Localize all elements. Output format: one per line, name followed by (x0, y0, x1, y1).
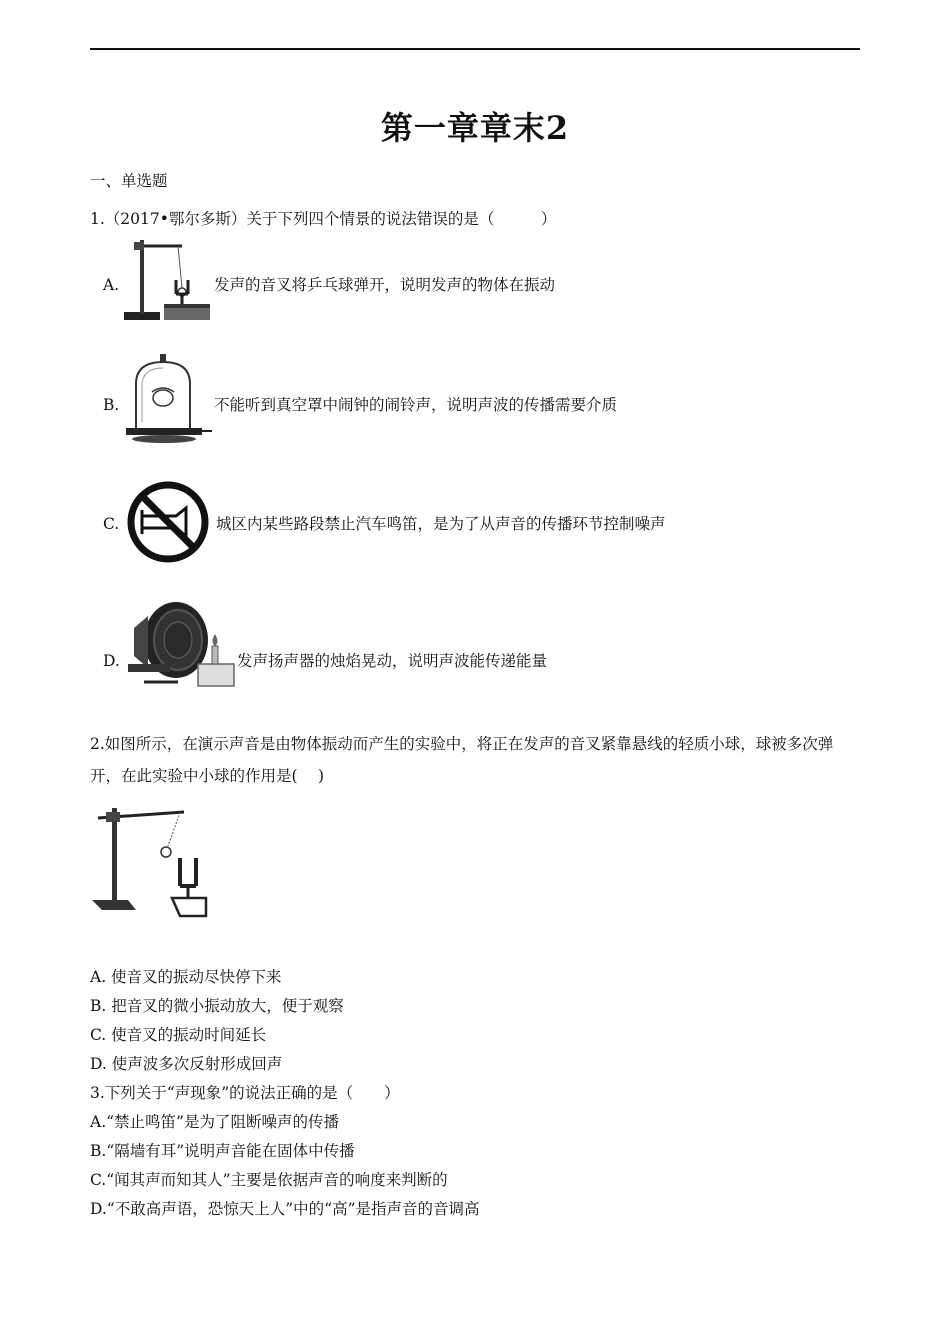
speaker-candle-figure (124, 598, 236, 690)
vacuum-bell-jar-figure (122, 352, 214, 444)
q2-option-a: A. 使音叉的振动尽快停下来 (90, 968, 282, 986)
tuning-fork-pingpong-figure (122, 236, 212, 322)
q1-option-b-letter: B. (103, 396, 120, 414)
q1-option-d-letter: D. (103, 652, 120, 670)
q1-option-c-text: 城区内某些路段禁止汽车鸣笛，是为了从声音的传播环节控制噪声 (216, 515, 666, 533)
q2-option-b: B. 把音叉的微小振动放大，便于观察 (90, 997, 344, 1015)
q1-option-b-text: 不能听到真空罩中闹钟的闹铃声，说明声波的传播需要介质 (214, 396, 618, 414)
q3-option-d: D.“不敢高声语，恐惊天上人”中的“高”是指声音的音调高 (90, 1200, 480, 1218)
q1-option-d-text: 发声扬声器的烛焰晃动，说明声波能传递能量 (237, 652, 548, 670)
q1-option-a-text: 发声的音叉将乒乓球弹开，说明发声的物体在振动 (214, 276, 556, 294)
question-2-stem: 2.如图所示，在演示声音是由物体振动而产生的实验中，将正在发声的音叉紧靠悬线的轻质小球，球被多次弹开，在此实验中小球的作用是( ) (90, 735, 834, 785)
q3-option-b: B.“隔墙有耳”说明声音能在固体中传播 (90, 1142, 355, 1160)
question-1-stem: 1.（2017•鄂尔多斯）关于下列四个情景的说法错误的是（ ） (90, 210, 557, 228)
q1-option-c-letter: C. (103, 515, 120, 533)
q1-option-a-letter: A. (103, 276, 120, 294)
question-3-stem: 3.下列关于“声现象”的说法正确的是（ ） (90, 1084, 400, 1102)
q3-option-c: C.“闻其声而知其人”主要是依据声音的响度来判断的 (90, 1171, 448, 1189)
page-title: 第一章章末2 (380, 109, 570, 147)
q2-option-c: C. 使音叉的振动时间延长 (90, 1026, 267, 1044)
header-rule (90, 48, 860, 50)
q3-option-a: A.“禁止鸣笛”是为了阻断噪声的传播 (90, 1113, 339, 1131)
section-heading: 一、单选题 (90, 172, 168, 190)
q2-option-d: D. 使声波多次反射形成回声 (90, 1055, 283, 1073)
no-horn-sign-figure (124, 480, 212, 564)
tuning-fork-ball-apparatus-figure (88, 802, 210, 920)
